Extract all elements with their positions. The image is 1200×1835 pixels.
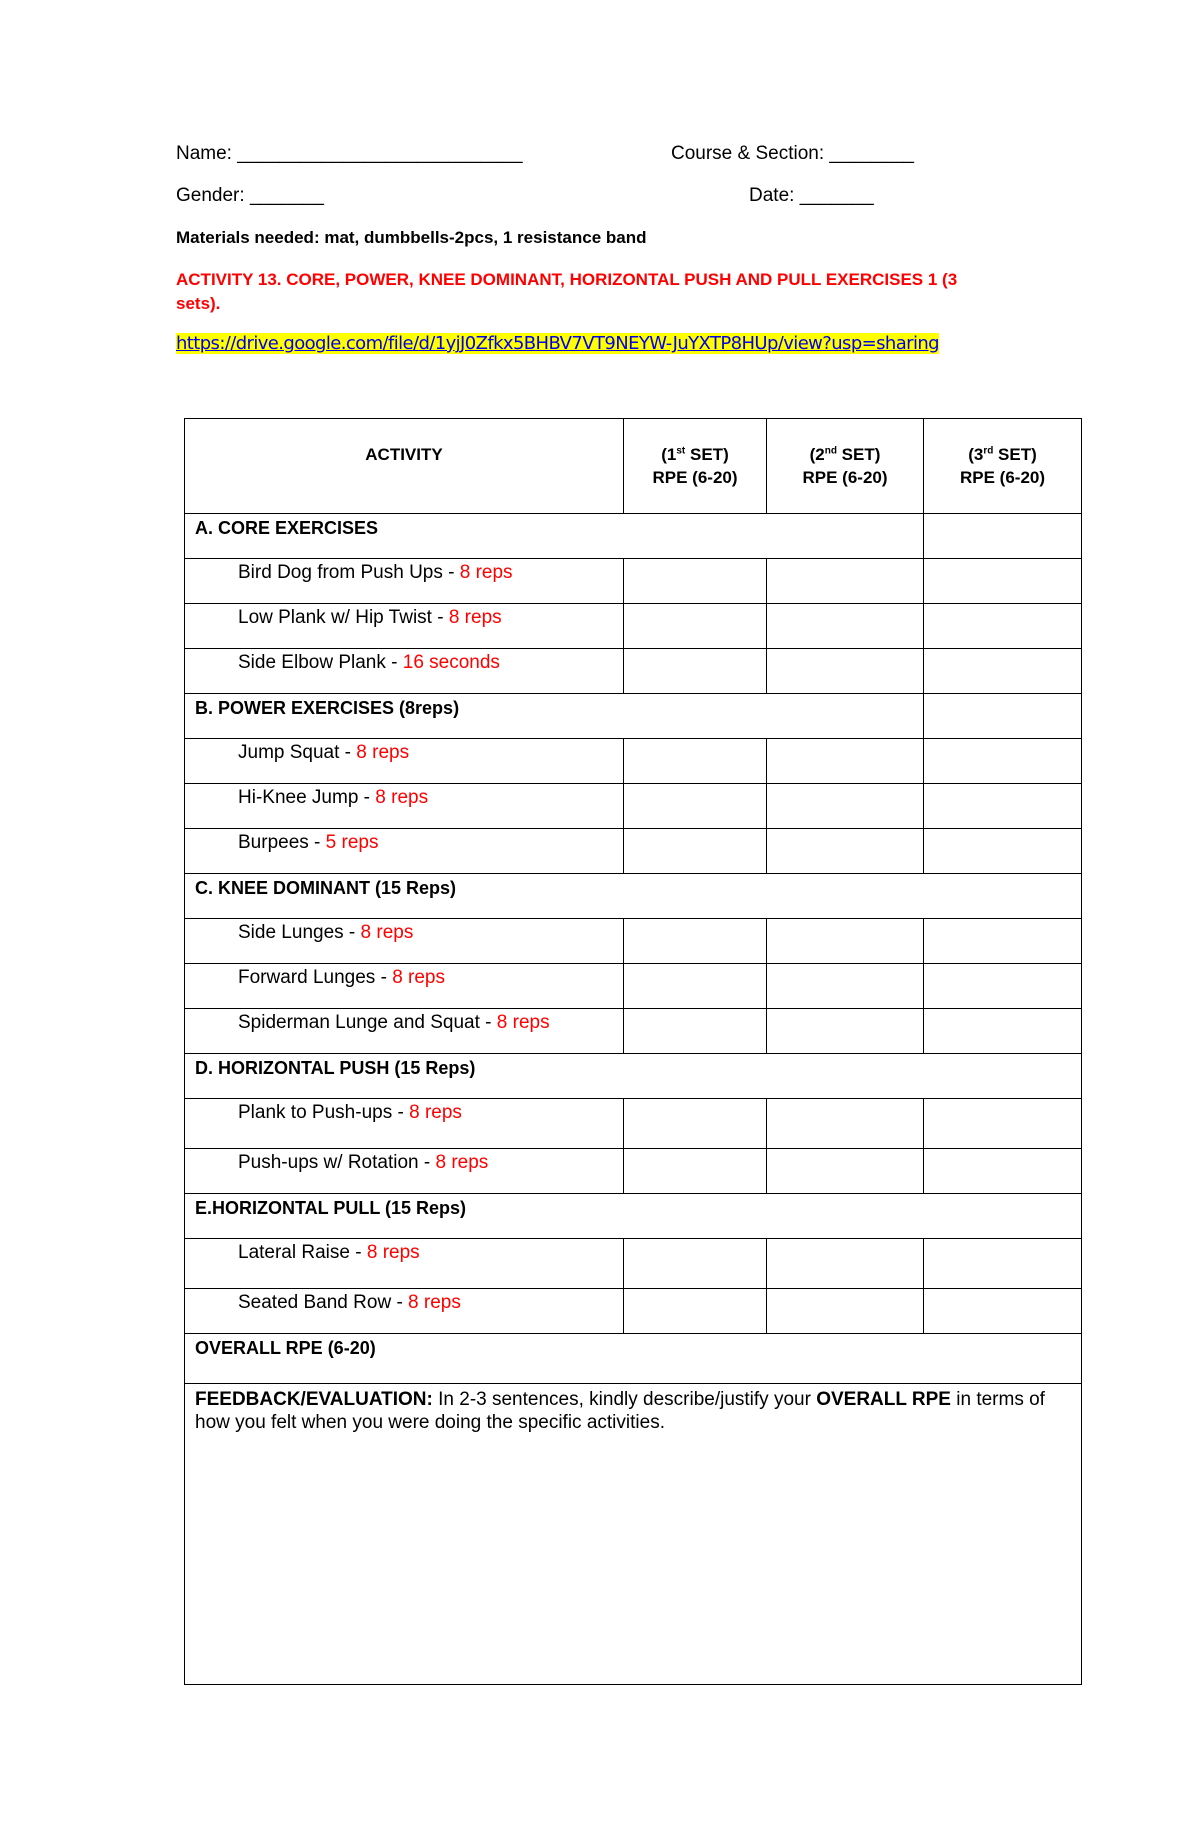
date-field[interactable] [749, 185, 874, 207]
rpe-cell[interactable] [767, 604, 924, 649]
section-row [185, 1054, 1082, 1099]
exercise-label: Lateral Raise - 8 reps [185, 1239, 624, 1289]
rpe-cell[interactable] [767, 964, 924, 1009]
header-set-2: (2nd SET) RPE (6-20) [767, 419, 924, 514]
exercise-row [185, 649, 1082, 694]
name-label: Name: [176, 143, 232, 164]
rpe-cell[interactable] [624, 784, 767, 829]
rpe-cell[interactable] [624, 1099, 767, 1149]
exercise-label: Side Lunges - 8 reps [185, 919, 624, 964]
gender-blank[interactable]: _______ [249, 185, 324, 206]
rpe-cell[interactable] [624, 1009, 767, 1054]
rpe-cell[interactable] [924, 514, 1082, 559]
rpe-cell[interactable] [924, 1149, 1082, 1194]
exercise-label: Seated Band Row - 8 reps [185, 1289, 624, 1334]
section-row [185, 1194, 1082, 1239]
rpe-cell[interactable] [924, 964, 1082, 1009]
rpe-cell[interactable] [624, 739, 767, 784]
exercise-row [185, 1099, 1082, 1149]
rpe-cell[interactable] [924, 919, 1082, 964]
overall-rpe-row[interactable] [185, 1334, 1082, 1384]
header-set-1: (1st SET) RPE (6-20) [624, 419, 767, 514]
exercise-label: Plank to Push-ups - 8 reps [185, 1099, 624, 1149]
name-field[interactable] [176, 143, 523, 165]
section-title: E.HORIZONTAL PULL (15 Reps) [185, 1194, 1082, 1239]
rpe-cell[interactable] [767, 649, 924, 694]
section-title: B. POWER EXERCISES (8reps) [185, 694, 924, 739]
rpe-cell[interactable] [624, 1149, 767, 1194]
course-section-label: Course & Section: [671, 143, 825, 164]
rpe-cell[interactable] [624, 1239, 767, 1289]
drive-link[interactable]: https://drive.google.com/file/d/1yjJ0Zfkx5BHBV7VT9NEYW-JuYXTP8HUp/view?usp=sharing [176, 333, 939, 354]
exercise-label: Side Elbow Plank - 16 seconds [185, 649, 624, 694]
rpe-cell[interactable] [767, 1149, 924, 1194]
feedback-cell[interactable] [185, 1384, 1082, 1685]
exercise-row [185, 1289, 1082, 1334]
rpe-cell[interactable] [624, 919, 767, 964]
rpe-cell[interactable] [924, 1099, 1082, 1149]
exercise-row [185, 604, 1082, 649]
rpe-cell[interactable] [924, 739, 1082, 784]
exercise-row [185, 1239, 1082, 1289]
rpe-cell[interactable] [924, 604, 1082, 649]
rpe-cell[interactable] [767, 829, 924, 874]
rpe-cell[interactable] [624, 604, 767, 649]
feedback-row[interactable] [185, 1384, 1082, 1685]
name-blank[interactable]: ___________________________ [237, 143, 523, 164]
rpe-cell[interactable] [767, 739, 924, 784]
section-row [185, 514, 1082, 559]
exercise-label: Spiderman Lunge and Squat - 8 reps [185, 1009, 624, 1054]
rpe-cell[interactable] [924, 1289, 1082, 1334]
rpe-table [184, 418, 1082, 1685]
rpe-cell[interactable] [624, 1289, 767, 1334]
header-activity: ACTIVITY [185, 419, 624, 514]
exercise-label: Push-ups w/ Rotation - 8 reps [185, 1149, 624, 1194]
gender-label: Gender: [176, 185, 245, 206]
rpe-cell[interactable] [767, 784, 924, 829]
exercise-row [185, 919, 1082, 964]
rpe-cell[interactable] [624, 559, 767, 604]
exercise-label: Low Plank w/ Hip Twist - 8 reps [185, 604, 624, 649]
section-title: A. CORE EXERCISES [185, 514, 924, 559]
feedback-prompt: FEEDBACK/EVALUATION: In 2-3 sentences, kindly describe/justify your OVERALL RPE in terms of how you felt when you were doing the specific activities. [195, 1389, 1045, 1433]
section-row [185, 694, 1082, 739]
rpe-cell[interactable] [624, 964, 767, 1009]
rpe-cell[interactable] [924, 559, 1082, 604]
exercise-row [185, 559, 1082, 604]
overall-rpe-label: OVERALL RPE (6-20) [195, 1338, 376, 1358]
rpe-cell[interactable] [624, 829, 767, 874]
exercise-row [185, 829, 1082, 874]
rpe-cell[interactable] [924, 649, 1082, 694]
date-label: Date: [749, 185, 795, 206]
exercise-label: Hi-Knee Jump - 8 reps [185, 784, 624, 829]
rpe-cell[interactable] [924, 694, 1082, 739]
exercise-label: Burpees - 5 reps [185, 829, 624, 874]
exercise-label: Forward Lunges - 8 reps [185, 964, 624, 1009]
gender-field[interactable] [176, 185, 324, 207]
section-title: C. KNEE DOMINANT (15 Reps) [185, 874, 1082, 919]
rpe-cell[interactable] [924, 1239, 1082, 1289]
rpe-cell[interactable] [624, 649, 767, 694]
rpe-cell[interactable] [924, 1009, 1082, 1054]
rpe-cell[interactable] [924, 784, 1082, 829]
exercise-row [185, 739, 1082, 784]
section-title: D. HORIZONTAL PUSH (15 Reps) [185, 1054, 1082, 1099]
exercise-row [185, 964, 1082, 1009]
course-section-field[interactable] [671, 143, 914, 165]
course-section-blank[interactable]: ________ [829, 143, 914, 164]
rpe-cell[interactable] [767, 919, 924, 964]
exercise-label: Jump Squat - 8 reps [185, 739, 624, 784]
rpe-cell[interactable] [767, 1239, 924, 1289]
exercise-row [185, 784, 1082, 829]
exercise-row [185, 1009, 1082, 1054]
exercise-label: Bird Dog from Push Ups - 8 reps [185, 559, 624, 604]
rpe-cell[interactable] [767, 1099, 924, 1149]
rpe-cell[interactable] [924, 829, 1082, 874]
rpe-cell[interactable] [767, 1289, 924, 1334]
materials-needed: Materials needed: mat, dumbbells-2pcs, 1 resistance band [176, 228, 647, 247]
header-set-3: (3rd SET) RPE (6-20) [924, 419, 1082, 514]
rpe-cell[interactable] [767, 1009, 924, 1054]
activity-title: ACTIVITY 13. CORE, POWER, KNEE DOMINANT, HORIZONTAL PUSH AND PULL EXERCISES 1 (3 sets). [176, 270, 958, 313]
date-blank[interactable]: _______ [799, 185, 874, 206]
section-row [185, 874, 1082, 919]
overall-rpe-cell[interactable] [185, 1334, 1082, 1384]
table-header-row [185, 419, 1082, 514]
rpe-cell[interactable] [767, 559, 924, 604]
exercise-row [185, 1149, 1082, 1194]
